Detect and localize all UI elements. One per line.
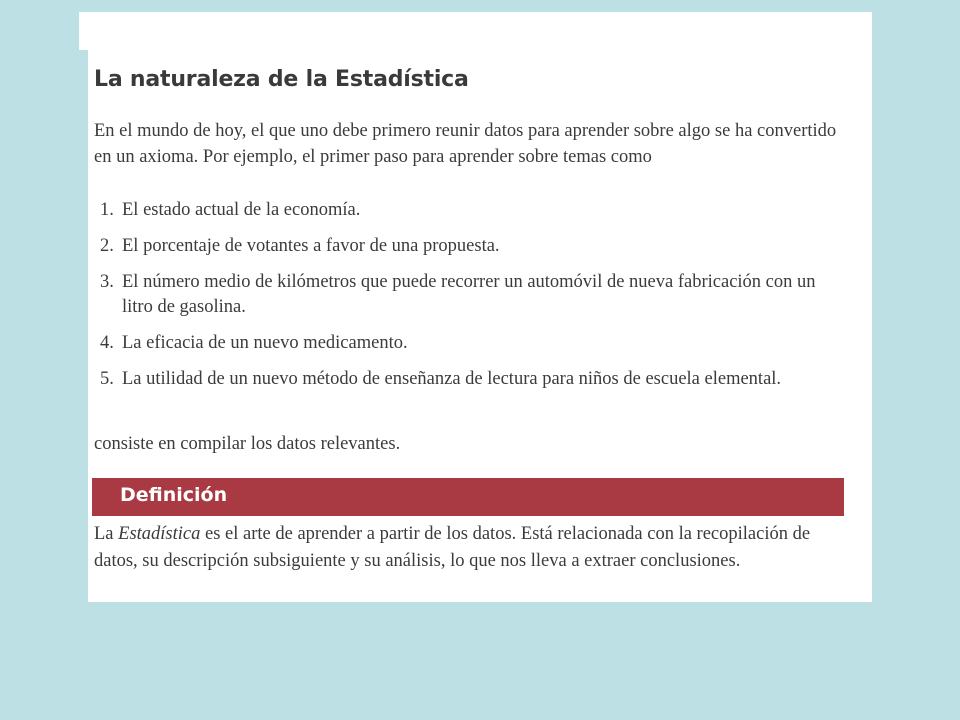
- list-item: [100, 367, 850, 392]
- list-item: [100, 198, 850, 223]
- definition-heading: Definición: [120, 484, 228, 506]
- list-item-number: 5.: [100, 369, 114, 389]
- list-item-text: El número medio de kilómetros que puede recorrer un automóvil de nueva fabricación con un litro de gasolina.: [122, 272, 816, 317]
- definition-header-bar: [92, 478, 844, 516]
- topics-list: [100, 198, 850, 403]
- list-item: [100, 234, 850, 259]
- section-title: La naturaleza de la Estadística: [94, 67, 469, 92]
- list-item-text: La utilidad de un nuevo método de enseñanza de lectura para niños de escuela elemental.: [122, 369, 782, 389]
- definition-text-body: es el arte de aprender a partir de los datos. Está relacionada con la recopilación de datos, su descripción subsiguiente y su análisis, lo que nos lleva a extraer conclusiones.: [94, 524, 811, 571]
- list-item-text: La eficacia de un nuevo medicamento.: [122, 333, 408, 353]
- document-page: [88, 12, 872, 602]
- list-item: [100, 331, 850, 356]
- definition-term: Estadística: [118, 524, 201, 544]
- list-item-number: 1.: [100, 200, 114, 220]
- definition-text-prefix: La: [94, 524, 119, 544]
- intro-paragraph: En el mundo de hoy, el que uno debe primero reunir datos para aprender sobre algo se ha convertido en un axioma. Por ejemplo, el primer paso para aprender sobre temas como: [94, 121, 837, 167]
- closing-sentence: consiste en compilar los datos relevantes.: [94, 434, 401, 454]
- list-item-number: 2.: [100, 236, 114, 256]
- list-item-number: 4.: [100, 333, 114, 353]
- list-item: [100, 270, 850, 320]
- list-item-text: El estado actual de la economía.: [122, 200, 361, 220]
- list-item-number: 3.: [100, 272, 114, 292]
- list-item-text: El porcentaje de votantes a favor de una propuesta.: [122, 236, 500, 256]
- definition-text: [94, 521, 846, 575]
